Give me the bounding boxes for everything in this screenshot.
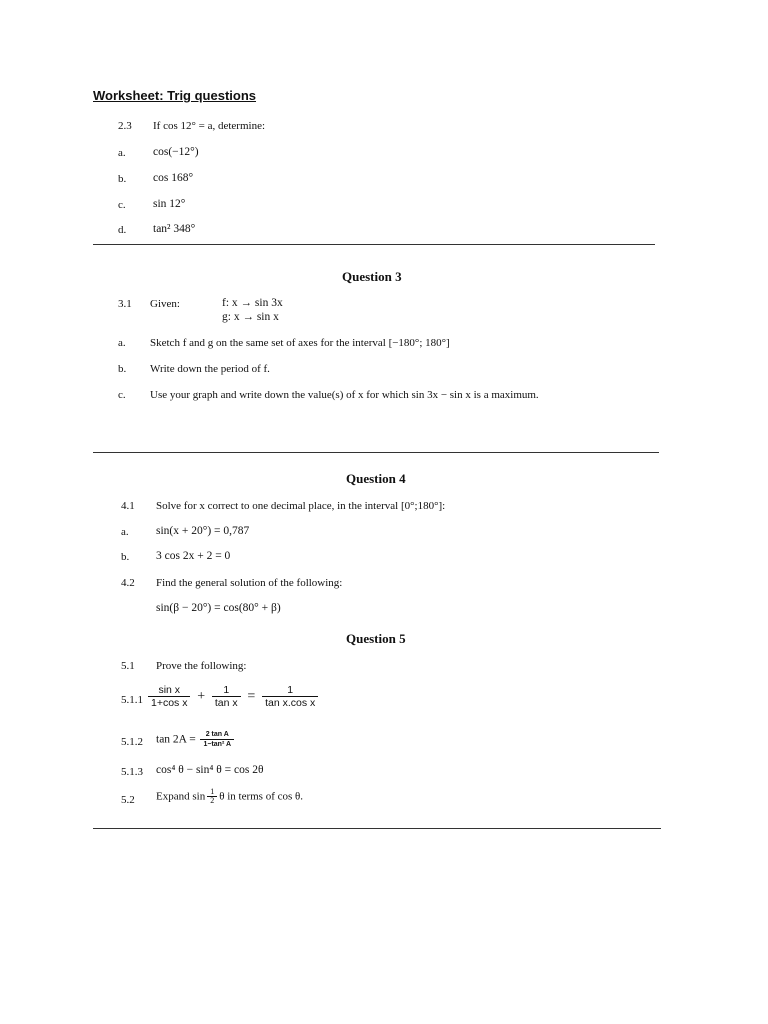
item-expression: 3 cos 2x + 2 = 0 <box>156 550 231 562</box>
numerator: 2 tan A <box>205 731 229 738</box>
question-5-heading: Question 5 <box>346 631 406 646</box>
question-text: If cos 12° = a, determine: <box>153 120 266 132</box>
fraction <box>148 684 190 709</box>
item-expression: cos 168° <box>153 172 194 184</box>
question-text: Find the general solution of the following: <box>156 577 343 589</box>
question-number: 2.3 <box>118 120 132 132</box>
denominator: 1+cos x <box>148 696 190 709</box>
question-text <box>156 788 303 805</box>
identity-5-1-2 <box>156 730 236 749</box>
item-label: d. <box>118 224 127 236</box>
fraction <box>207 788 217 805</box>
denominator: tan x.cos x <box>262 696 318 709</box>
expand-prefix: Expand sin <box>156 790 206 803</box>
numerator: 1 <box>210 787 215 796</box>
item-label: a. <box>121 526 129 538</box>
item-expression: tan² 348° <box>153 223 196 235</box>
item-label: b. <box>121 551 130 563</box>
question-number: 5.1.1 <box>121 694 143 706</box>
item-text: Write down the period of f. <box>150 363 270 375</box>
question-number: 5.1.2 <box>121 736 143 748</box>
lhs: tan 2A = <box>156 733 196 746</box>
identity-5-1-1 <box>146 684 320 709</box>
section-divider <box>93 244 655 245</box>
question-text: Prove the following: <box>156 660 247 672</box>
question-number: 5.2 <box>121 794 135 806</box>
given-label: Given: <box>150 298 180 310</box>
fraction <box>200 730 234 749</box>
numerator: 1 <box>287 684 294 696</box>
equation: sin(β − 20°) = cos(80° + β) <box>156 602 281 614</box>
equals-sign: = <box>247 688 256 704</box>
item-expression: cos(−12°) <box>153 146 199 158</box>
question-number: 5.1.3 <box>121 766 143 778</box>
item-label: a. <box>118 147 126 159</box>
denominator: 1−tan² A <box>200 739 234 749</box>
question-text: Solve for x correct to one decimal place, in the interval [0°;180°]: <box>156 500 446 512</box>
function-f-definition: f: x → sin 3x <box>222 297 283 309</box>
expand-suffix: θ in terms of cos θ. <box>219 790 304 803</box>
question-3-heading: Question 3 <box>342 269 402 284</box>
fraction <box>212 684 241 709</box>
question-4-heading: Question 4 <box>346 471 406 486</box>
question-number: 3.1 <box>118 298 132 310</box>
item-text: Sketch f and g on the same set of axes for the interval [−180°; 180°] <box>150 337 450 349</box>
item-label: c. <box>118 199 126 211</box>
item-label: b. <box>118 363 127 375</box>
item-expression: sin 12° <box>153 198 186 210</box>
question-number: 4.1 <box>121 500 135 512</box>
worksheet-title: Worksheet: Trig questions <box>93 88 257 103</box>
denominator: 2 <box>207 796 217 805</box>
section-divider <box>93 828 661 829</box>
section-divider <box>93 452 659 453</box>
function-g-definition: g: x → sin x <box>222 311 279 323</box>
identity-5-1-3: cos⁴ θ − sin⁴ θ = cos 2θ <box>156 764 264 776</box>
item-text: Use your graph and write down the value(s) of x for which sin 3x − sin x is a maximum. <box>150 389 539 401</box>
denominator: tan x <box>212 696 241 709</box>
fraction <box>262 684 318 709</box>
item-label: b. <box>118 173 127 185</box>
item-label: c. <box>118 389 126 401</box>
numerator: 1 <box>223 684 230 696</box>
question-number: 5.1 <box>121 660 135 672</box>
question-number: 4.2 <box>121 577 135 589</box>
plus-sign: + <box>197 688 206 704</box>
item-label: a. <box>118 337 126 349</box>
numerator: sin x <box>158 684 181 696</box>
item-expression: sin(x + 20°) = 0,787 <box>156 525 250 537</box>
